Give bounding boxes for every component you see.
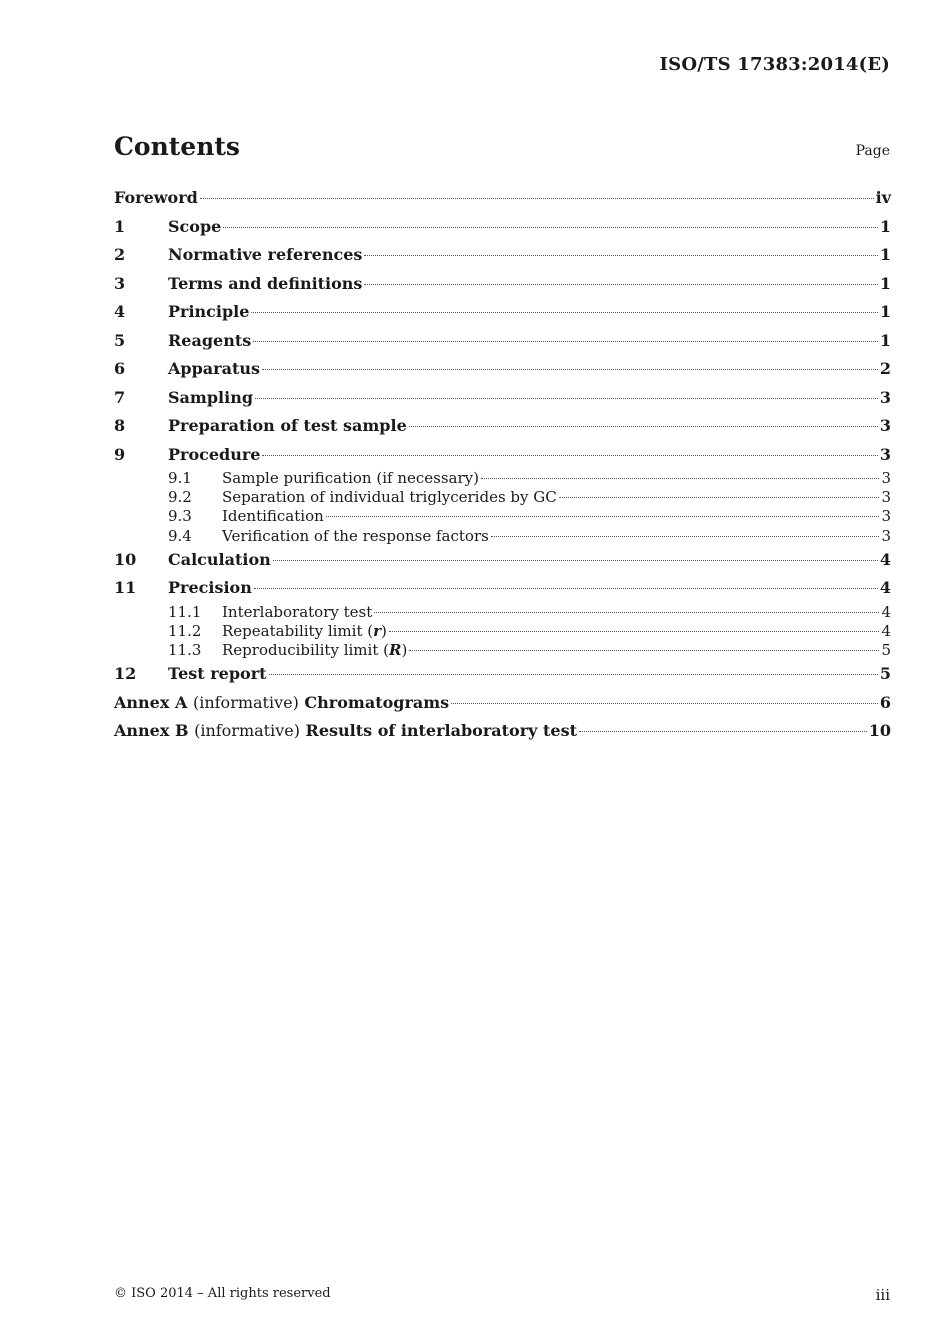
toc-entry-label-text: Identification [222,507,324,526]
toc-entry-number: 8 [114,416,126,435]
toc-entry-page: 3 [881,507,891,526]
toc-entry-label: Sampling [168,387,254,407]
toc-entry-page: 4 [879,578,891,598]
toc-entry-label: Test report [168,664,267,684]
toc-entry-label [222,507,324,526]
toc-entry-label [222,469,479,488]
toc-entry-page: 1 [879,302,891,321]
toc-entry-subsection-11-2[interactable] [114,622,891,641]
annex-type: (informative) [194,721,300,741]
toc-entry-page: 2 [879,359,891,378]
toc-entry-page: 3 [879,387,891,407]
toc-entry-section-10[interactable] [114,546,891,575]
toc-entry-page: 1 [879,216,891,236]
toc-entry-label-text: Repeatability limit ( [222,621,374,640]
dot-leader [374,612,879,613]
toc-entry-page: 10 [868,721,891,741]
toc-entry-number: 3 [114,273,126,293]
toc-entry-page: 3 [879,444,891,464]
toc-entry-label: Calculation [168,549,271,569]
toc-entry-label: Terms and definitions [168,273,363,293]
toc-entry-page: 6 [879,692,891,712]
toc-entry-number: 12 [114,664,137,684]
toc-entry-subsection-9-4[interactable] [114,527,891,546]
dot-leader [491,536,880,537]
annex-name: Annex B [114,721,189,741]
toc-entry-page: 4 [879,549,891,569]
toc-entry-page: 5 [879,664,891,684]
toc-entry-number: 2 [114,245,126,264]
toc-entry-number: 9.1 [168,469,192,487]
dot-leader [255,398,878,399]
toc-entry-number: 7 [114,387,126,407]
dot-leader [451,703,878,704]
toc-entry-subsection-9-1[interactable] [114,469,891,488]
annex-name: Annex A [114,692,188,712]
dot-leader [409,650,879,651]
toc-entry-foreword[interactable] [114,184,891,213]
dot-leader [409,426,878,427]
toc-entry-number: 9.4 [168,526,192,545]
toc-entry-section-5[interactable] [114,327,891,356]
toc-entry-label-text: Verification of the response factors [222,526,489,545]
toc-entry-number: 5 [114,330,126,350]
toc-entry-section-6[interactable] [114,355,891,384]
toc-entry-label: Precision [168,578,252,598]
dot-leader [262,455,877,456]
toc-entry-page: iv [875,188,891,207]
toc-entry-section-12[interactable] [114,660,891,689]
toc-entry-label [222,527,489,546]
toc-entry-subsection-11-3[interactable] [114,641,891,660]
dot-leader [200,198,874,199]
toc-entry-label: Principle [168,302,250,321]
toc-entry-number: 9 [114,444,126,464]
dot-leader [326,516,880,517]
toc-entry-label [222,622,387,641]
toc-title: Contents [114,132,241,161]
toc-entry-section-8[interactable] [114,412,891,441]
document-id: ISO/TS 17383:2014(E) [659,54,890,75]
toc-entry-label-text: Interlaboratory test [222,602,373,621]
dot-leader [223,227,878,228]
toc-header [114,132,890,161]
toc-entry-section-1[interactable] [114,213,891,242]
toc-entry-page: 4 [881,621,891,640]
toc-entry-page: 4 [881,602,891,621]
dot-leader [251,312,877,313]
toc-entry-annex-a[interactable] [114,689,891,718]
toc-entry-label [222,641,407,660]
toc-entry-page: 5 [881,641,891,660]
toc-entry-page: 1 [879,273,891,293]
annex-title: Chromatograms [304,692,450,712]
page-footer [114,1286,890,1304]
toc-entry-label: Foreword [114,188,198,207]
page-column-label: Page [855,143,890,159]
toc-entry-label-text: Sample purification (if necessary) [222,469,479,487]
dot-leader [262,369,878,370]
toc-entry-label: Procedure [168,444,261,464]
toc-entry-number: 11 [114,578,137,598]
toc-entry-label: Normative references [168,245,363,264]
toc-entry-label: Preparation of test sample [168,416,407,435]
dot-leader [364,255,877,256]
toc-entry-label [114,717,577,746]
toc-entry-number: 4 [114,302,126,321]
dot-leader [579,731,867,732]
toc-entry-label-text: Separation of individual triglycerides by GC [222,488,557,507]
toc-entry-page: 3 [881,469,891,487]
toc-entry-label-end: ) [381,621,387,640]
toc-entry-subsection-11-1[interactable] [114,603,891,622]
toc-entry-label [222,603,372,622]
toc-entry-section-2[interactable] [114,241,891,270]
toc-entry-section-4[interactable] [114,298,891,327]
page-number: iii [875,1286,890,1304]
toc-entry-number: 6 [114,359,126,378]
toc-entry-number: 11.1 [168,602,202,621]
toc-entry-page: 3 [879,416,891,435]
toc-entry-label: Apparatus [168,359,260,378]
toc-entry-label-text: Reproducibility limit ( [222,641,389,660]
copyright-notice: © ISO 2014 – All rights reserved [114,1286,331,1301]
toc-entry-page: 3 [881,526,891,545]
toc-entry-label [114,689,449,718]
dot-leader [253,341,878,342]
toc-entry-symbol: r [373,621,381,640]
annex-type: (informative) [192,692,299,712]
toc-entry-label [222,488,557,507]
dot-leader [273,560,878,561]
dot-leader [481,478,879,479]
toc-entry-symbol: R [388,641,402,660]
toc-entry-label: Scope [168,216,222,236]
toc-entry-number: 1 [114,216,126,236]
toc-entry-page: 1 [879,330,891,350]
toc-entry-annex-b[interactable] [114,717,891,746]
toc-entry-page: 1 [879,245,891,264]
toc-entry-number: 11.2 [168,621,202,640]
toc-entry-section-9[interactable] [114,441,891,470]
toc-entry-page: 3 [881,488,891,507]
toc-entry-number: 11.3 [168,641,202,660]
dot-leader [269,674,878,675]
dot-leader [364,284,877,285]
dot-leader [389,631,880,632]
toc-entry-label: Reagents [168,330,252,350]
toc-entry-section-11[interactable] [114,574,891,603]
toc-entry-section-3[interactable] [114,270,891,299]
toc-entry-number: 9.3 [168,507,192,526]
toc-entry-number: 9.2 [168,488,192,507]
toc-entry-label-end: ) [401,641,408,660]
toc-entry-subsection-9-2[interactable] [114,488,891,507]
annex-title: Results of interlaboratory test [305,721,577,741]
toc-entry-number: 10 [114,549,137,569]
dot-leader [559,497,880,498]
toc-entry-section-7[interactable] [114,384,891,413]
dot-leader [254,588,878,589]
table-of-contents [114,184,891,746]
toc-entry-subsection-9-3[interactable] [114,507,891,526]
